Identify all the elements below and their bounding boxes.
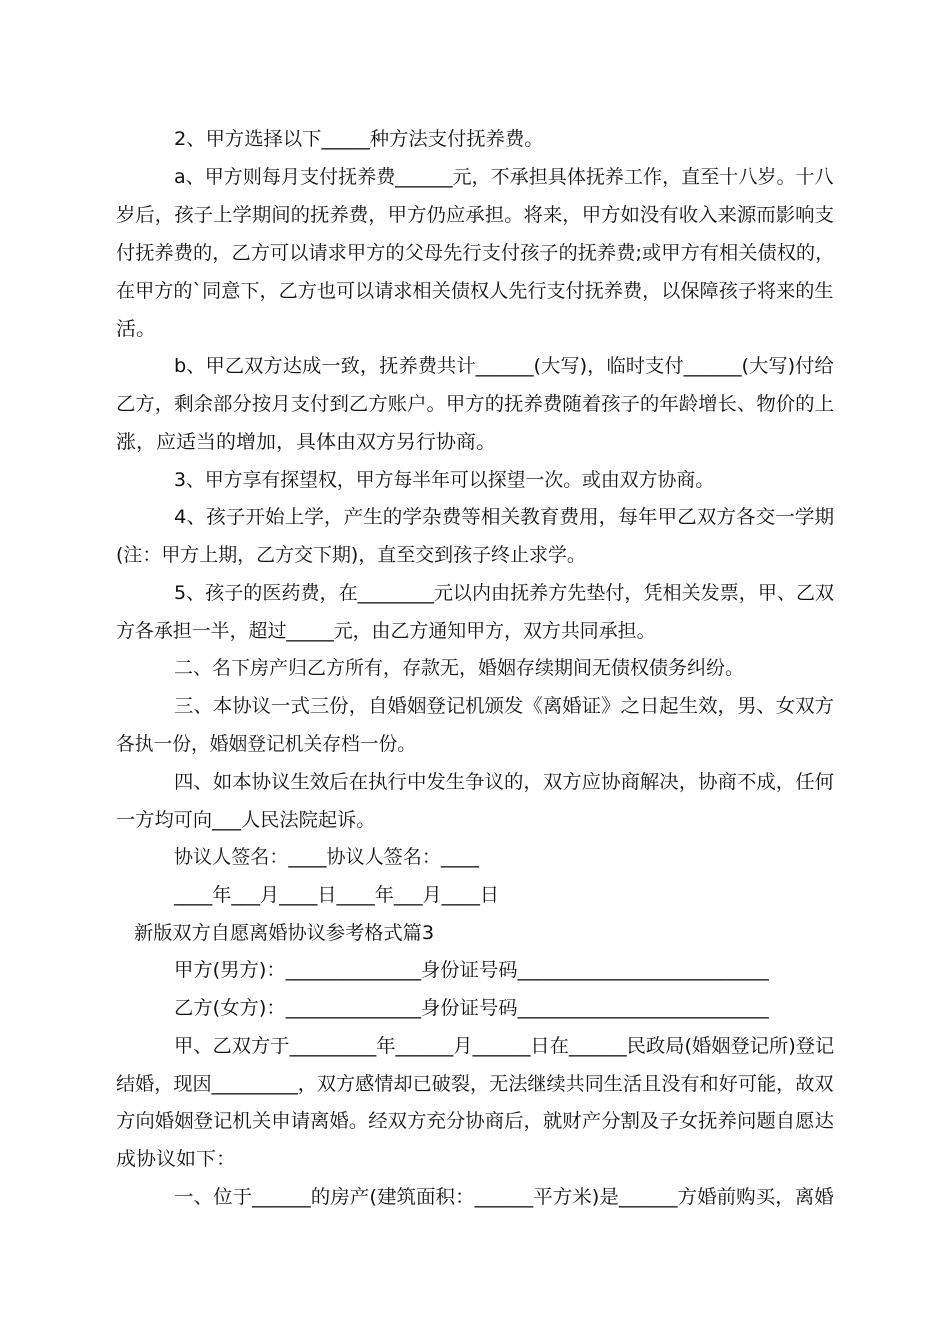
text-line: 活。: [116, 318, 157, 340]
text-line: 一、位于______的房产(建筑面积：______平方米)是______方婚前购买，离婚: [174, 1186, 834, 1208]
text-line: 乙方，剩余部分按月支付到乙方账户。甲方的抚养费随着孩子的年龄增长、物价的上: [116, 393, 834, 415]
text-line: 2、甲方选择以下_____种方法支付抚养费。: [174, 128, 544, 150]
signature-line: 协议人签名：____协议人签名：____: [174, 846, 480, 868]
text-line: 涨，应适当的增加，具体由双方另行协商。: [116, 431, 497, 453]
text-line: 各执一份，婚姻登记机关存档一份。: [116, 733, 417, 755]
text-line: 一方均可向___人民法院起诉。: [116, 809, 376, 831]
text-line: a、甲方则每月支付抚养费______元，不承担具体抚养工作，直至十八岁。十八: [174, 166, 834, 188]
text-line: 4、孩子开始上学，产生的学杂费等相关教育费用，每年甲乙双方各交一学期: [174, 506, 835, 528]
party-a-line: 甲方(男方)：______________身份证号码__________________________: [174, 959, 769, 981]
text-line: 方向婚姻登记机关申请离婚。经双方充分协商后，就财产分割及子女抚养问题自愿达: [116, 1110, 834, 1132]
text-line: 四、如本协议生效后在执行中发生争议的，双方应协商解决，协商不成，任何: [174, 771, 835, 793]
text-line: 二、名下房产归乙方所有，存款无，婚姻存续期间无债权债务纠纷。: [174, 657, 745, 679]
text-line: 在甲方的`同意下，乙方也可以请求相关债权人先行支付抚养费，以保障孩子将来的生: [116, 280, 834, 302]
party-b-line: 乙方(女方)：______________身份证号码__________________________: [174, 997, 769, 1019]
text-line: 成协议如下：: [116, 1148, 237, 1170]
text-line: 三、本协议一式三份，自婚姻登记机颁发《离婚证》之日起生效，男、女双方: [174, 695, 835, 717]
text-line: 方各承担一半，超过_____元，由乙方通知甲方，双方共同承担。: [116, 620, 656, 642]
text-line: 岁后，孩子上学期间的抚养费，甲方仍应承担。将来，甲方如没有收入来源而影响支: [116, 204, 834, 226]
date-line: ____年___月____日____年___月____日: [174, 884, 500, 906]
section-title: 新版双方自愿离婚协议参考格式篇3: [134, 922, 435, 944]
text-line: (注：甲方上期，乙方交下期)，直至交到孩子终止求学。: [116, 544, 586, 566]
text-line: 结婚，现因_________，双方感情却已破裂，无法继续共同生活且没有和好可能，故双: [116, 1073, 834, 1095]
text-line: 5、孩子的医药费，在________元以内由抚养方先垫付，凭相关发票，甲、乙双: [174, 582, 835, 604]
text-line: 付抚养费的，乙方可以请求甲方的父母先行支付孩子的抚养费;或甲方有相关债权的，: [116, 242, 835, 264]
text-line: 甲、乙双方于_________年______月______日在______民政局(婚姻登记所)登记: [174, 1035, 835, 1057]
text-line: 3、甲方享有探望权，甲方每半年可以探望一次。或由双方协商。: [174, 469, 715, 491]
text-line: b、甲乙双方达成一致，抚养费共计______(大写)，临时支付______(大写)付给: [174, 355, 834, 377]
